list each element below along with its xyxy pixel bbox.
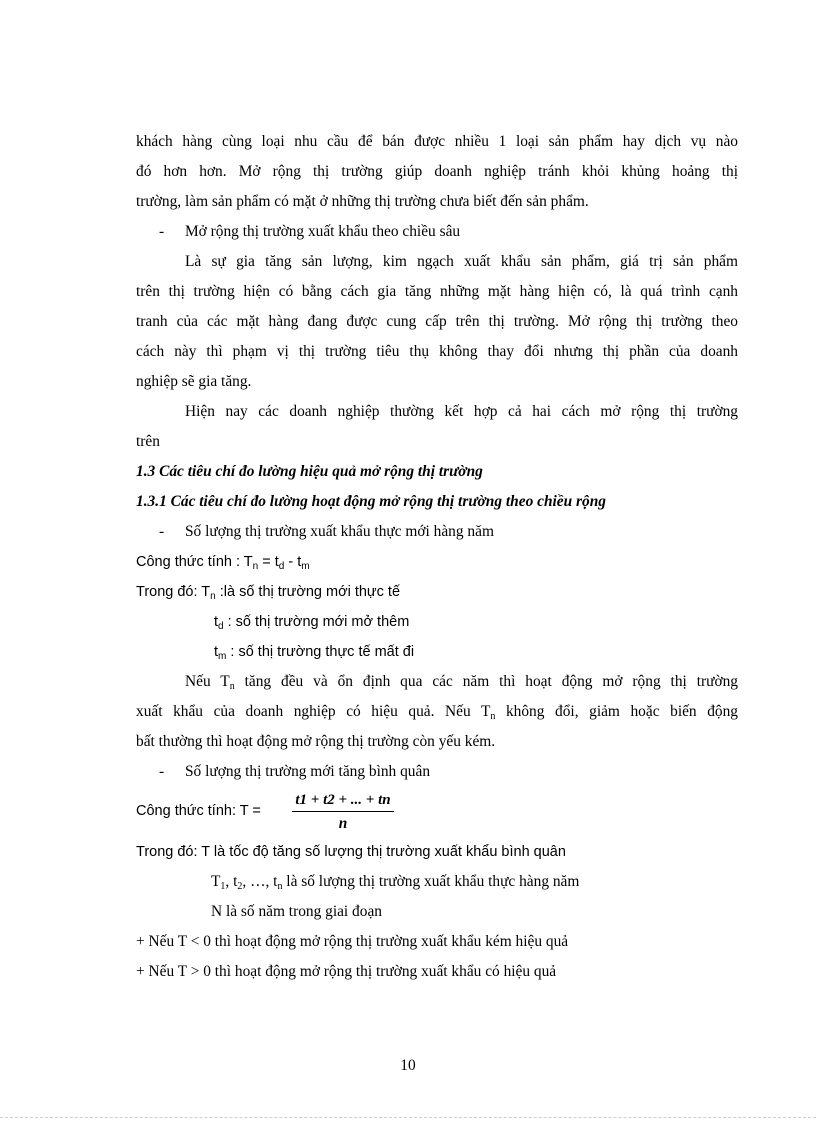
paragraph-line: bất thường thì hoạt động mở rộng thị trường còn yếu kém. xyxy=(136,733,496,750)
paragraph-line: Nếu $T_n$ tăng đều và ổn định qua các năm thì hoạt động mở rộng thị trường xyxy=(185,673,738,692)
definition-t-series: $T_1$, $t_2$, …, $t_n$ là số lượng thị trường xuất khẩu thực hàng năm xyxy=(211,873,580,892)
rule-positive: + Nếu T > 0 thì hoạt động mở rộng thị trường xuất khẩu có hiệu quả xyxy=(136,963,557,980)
page-number: 10 xyxy=(400,1057,416,1074)
formula-average-label: Công thức tính: T = xyxy=(136,803,261,819)
bullet-mark: - xyxy=(159,223,165,240)
paragraph-line: trên thị trường hiện có bằng cách gia tăng những mặt hàng hiện có, là quá trình cạnh xyxy=(136,283,738,300)
paragraph-line: trên xyxy=(136,433,160,450)
paragraph-line: Hiện nay các doanh nghiệp thường kết hợp cả hai cách mở rộng thị trường xyxy=(185,403,738,420)
paragraph-line: cách này thì phạm vị thị trường tiêu thụ không thay đổi nhưng thị phần của doanh xyxy=(136,343,738,360)
page-bottom-divider xyxy=(0,1117,816,1118)
bullet-item-depth: Mở rộng thị trường xuất khẩu theo chiều sâu xyxy=(185,223,461,240)
definition-N: N là số năm trong giai đoạn xyxy=(211,903,382,920)
bullet-mark: - xyxy=(159,763,165,780)
fraction-denominator: n xyxy=(338,815,348,832)
section-heading-1-3-1: 1.3.1 Các tiêu chí đo lường hoạt động mở rộng thị trường theo chiều rộng xyxy=(136,493,606,510)
bullet-mark: - xyxy=(159,523,165,540)
paragraph-line: xuất khẩu của doanh nghiệp có hiệu quả. Nếu $T_n$ không đổi, giảm hoặc biến động xyxy=(136,703,738,722)
paragraph-line: khách hàng cùng loại nhu cầu để bán được nhiều 1 loại sản phẩm hay dịch vụ nào xyxy=(136,133,738,150)
section-heading-1-3: 1.3 Các tiêu chí đo lường hiệu quả mở rộng thị trường xyxy=(136,463,483,480)
bullet-item-average: Số lượng thị trường mới tăng bình quân xyxy=(185,763,431,780)
paragraph-line: trường, làm sản phẩm có mặt ở những thị trường chưa biết đến sản phẩm. xyxy=(136,193,589,210)
fraction-bar xyxy=(292,811,394,812)
definition-tm: $t_m$ : số thị trường thực tế mất đi xyxy=(214,644,415,662)
paragraph-line: tranh của các mặt hàng đang được cung cấp trên thị trường. Mở rộng thị trường theo xyxy=(136,313,738,330)
paragraph-line: Là sự gia tăng sản lượng, kim ngạch xuất khẩu sản phẩm, giá trị sản phẩm xyxy=(185,253,738,270)
bullet-item-new-markets: Số lượng thị trường xuất khẩu thực mới hàng năm xyxy=(185,523,494,540)
rule-negative: + Nếu T < 0 thì hoạt động mở rộng thị trường xuất khẩu kém hiệu quả xyxy=(136,933,569,950)
formula-new-markets: Công thức tính : $T_n = t_d - t_m$ xyxy=(136,554,310,572)
fraction-numerator: t1 + t2 + ... + tn xyxy=(295,792,391,808)
definition-td: $t_d$ : số thị trường mới mở thêm xyxy=(214,614,410,632)
formula-where-line: Trong đó: $T_n$ :là số thị trường mới thực tế xyxy=(136,584,401,602)
paragraph-line: nghiệp sẽ gia tăng. xyxy=(136,373,252,390)
formula-where-line: Trong đó: T là tốc độ tăng số lượng thị trường xuất khẩu bình quân xyxy=(136,844,566,860)
paragraph-line: đó hơn hơn. Mở rộng thị trường giúp doanh nghiệp tránh khỏi khủng hoảng thị xyxy=(136,163,738,180)
